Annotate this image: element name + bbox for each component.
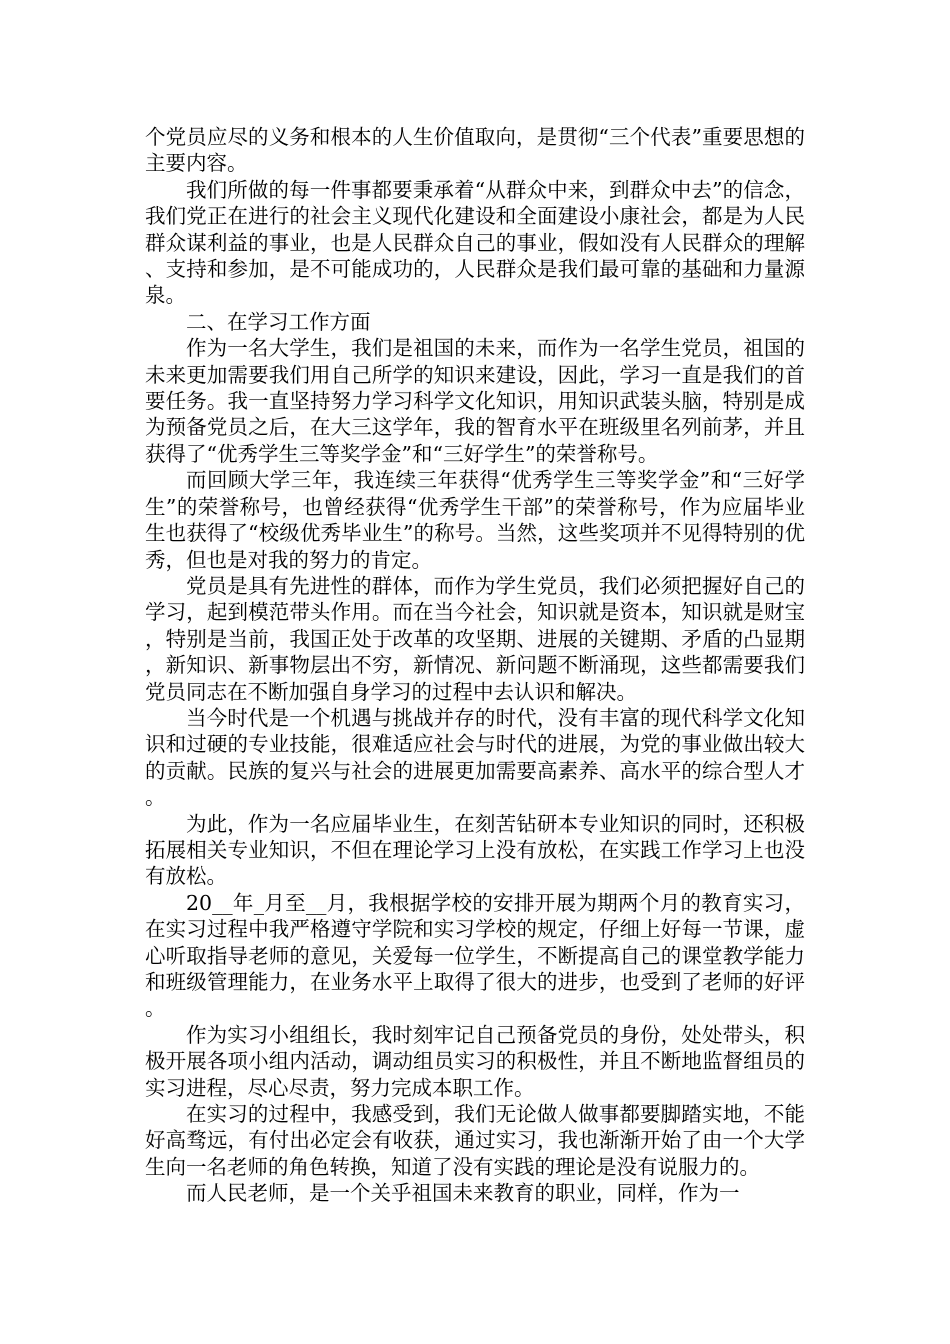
paragraph-1: 个党员应尽的义务和根本的人生价值取向，是贯彻“三个代表”重要思想的主要内容。 [145, 125, 805, 176]
paragraph-7: 为此，作为一名应届毕业生，在刻苦钻研本专业知识的同时，还积极拓展相关专业知识，不但在理论学习上没有放松，在实践工作学习上也没有放松。 [145, 811, 805, 889]
paragraph-10: 在实习的过程中，我感受到，我们无论做人做事都要脚踏实地，不能好高骛远，有付出必定会有收获，通过实习，我也渐渐开始了由一个大学生向一名老师的角色转换，知道了没有实践的理论是没有说服力的。 [145, 1102, 805, 1179]
paragraph-9: 作为实习小组组长，我时刻牢记自己预备党员的身份，处处带头，积极开展各项小组内活动，调动组员实习的积极性，并且不断地监督组员的实习进程，尽心尽责，努力完成本职工作。 [145, 1022, 805, 1100]
paragraph-6: 当今时代是一个机遇与挑战并存的时代，没有丰富的现代科学文化知识和过硬的专业技能，很难适应社会与时代的进展，为党的事业做出较大的贡献。民族的复兴与社会的进展更加需要高素养、高水平的综合型人才。 [145, 705, 805, 810]
paragraph-4: 而回顾大学三年，我连续三年获得“优秀学生三等奖学金”和“三好学生”的荣誉称号，也曾经获得“优秀学生干部”的荣誉称号，作为应届毕业生也获得了“校级优秀毕业生”的称号。当然，这些奖项并不见得特别的优秀，但也是对我的努力的肯定。 [145, 468, 805, 572]
document-page [145, 124, 805, 1207]
paragraph-8: 20__年_月至__月，我根据学校的安排开展为期两个月的教育实习，在实习过程中我严格遵守学院和实习学校的规定，仔细上好每一节课，虚心听取指导老师的意见，关爱每一位学生，不断提高自己的课堂教学能力和班级管理能力，在业务水平上取得了很大的进步，也受到了老师的好评。 [145, 890, 805, 1021]
paragraph-2: 我们所做的每一件事都要秉承着“从群众中来，到群众中去”的信念，我们党正在进行的社会主义现代化建设和全面建设小康社会，都是为人民群众谋利益的事业，也是人民群众自己的事业，假如没有人民群众的理解、支持和参加，是不可能成功的，人民群众是我们最可靠的基础和力量源泉。 [145, 177, 805, 308]
paragraph-11: 而人民老师，是一个关乎祖国未来教育的职业，同样，作为一 [186, 1181, 740, 1206]
paragraph-3: 作为一名大学生，我们是祖国的未来，而作为一名学生党员，祖国的未来更加需要我们用自己所学的知识来建设，因此，学习一直是我们的首要任务。我一直坚持努力学习科学文化知识，用知识武装头脑，特别是成为预备党员之后，在大三这学年，我的智育水平在班级里名列前茅，并且获得了“优秀学生三等奖学金”和“三好学生”的荣誉称号。 [145, 336, 805, 466]
section-heading: 二、在学习工作方面 [186, 309, 371, 334]
paragraph-5: 党员是具有先进性的群体，而作为学生党员，我们必须把握好自己的学习，起到模范带头作用。而在当今社会，知识就是资本，知识就是财宝，特别是当前，我国正处于改革的攻坚期、进展的关键期、矛盾的凸显期，新知识、新事物层出不穷，新情况、新问题不断涌现，这些都需要我们党员同志在不断加强自身学习的过程中去认识和解决。 [145, 573, 805, 704]
